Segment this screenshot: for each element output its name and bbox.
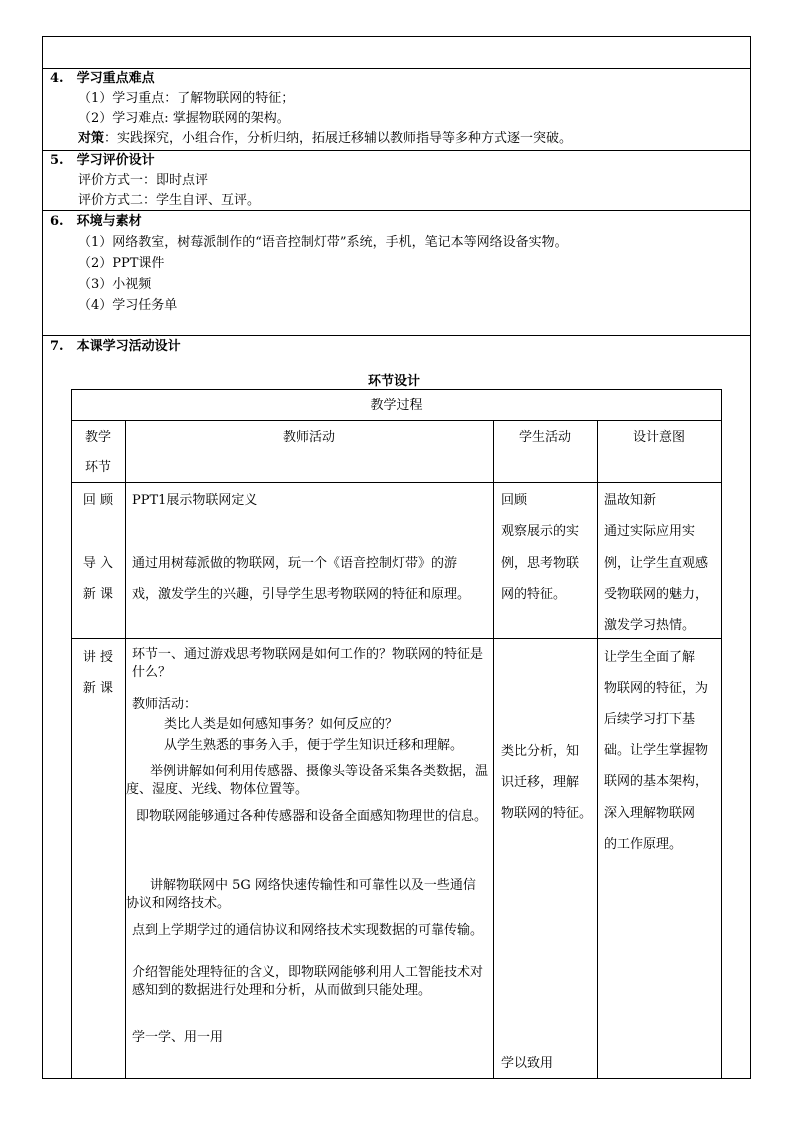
row2-student: 类比分析，知 — [501, 744, 580, 759]
row2-teacher-label: 教师活动： — [132, 697, 198, 712]
table-column-rule — [125, 420, 126, 1079]
row2-student: 识迁移，理解 — [501, 775, 580, 790]
outer-border-left — [42, 36, 43, 1079]
row2-teacher-paragraph: 点到上学期学过的通信协议和网络技术实现数据的可靠传输。 — [132, 923, 484, 938]
section-divider — [42, 150, 751, 151]
row1-intent: 通过实际应用实 — [604, 524, 696, 539]
table-rule — [71, 638, 722, 639]
row2-student: 学以致用 — [501, 1056, 554, 1071]
row2-teacher-question: 类比人类是如何感知事务？如何反应的？ — [164, 717, 399, 732]
row1-stage: 导 入 — [82, 556, 114, 571]
outer-border-right — [750, 36, 751, 1079]
outer-border-top — [42, 36, 751, 37]
section-6-line: （3）小视频 — [78, 277, 152, 292]
row2-stage: 新 课 — [82, 681, 114, 696]
row1-student: 网的特征。 — [501, 587, 567, 602]
row2-teacher-paragraph: 讲解物联网中 5G 网络快速传输性和可靠性以及一些通信协议和网络技术。 — [126, 878, 476, 911]
section-6-title: 6. 环境与素材 — [50, 214, 142, 229]
row2-intent: 的工作原理。 — [604, 837, 683, 852]
row1-intent: 受物联网的魅力， — [604, 587, 709, 602]
section-4-strategy — [78, 130, 572, 147]
section-5-title: 5. 学习评价设计 — [50, 153, 155, 168]
row1-intent: 温故知新 — [604, 493, 657, 508]
row2-teacher-paragraph: 介绍智能处理特征的含义，即物联网能够利用人工智能技术对感知到的数据进行处理和分析，从而做到只能处理。 — [132, 965, 484, 998]
section-divider — [42, 210, 751, 211]
row1-teacher: 戏，激发学生的兴趣，引导学生思考物联网的特征和原理。 — [132, 587, 471, 602]
strategy-text: ：实践探究，小组合作，分析归纳，拓展迁移辅以教师指导等多种方式逐一突破。 — [104, 131, 573, 146]
strategy-label: 对策 — [78, 131, 105, 146]
section-divider — [42, 68, 751, 69]
outer-border-bottom — [42, 1078, 751, 1079]
section-6-line: （4）学习任务单 — [78, 298, 178, 313]
row2-intent: 后续学习打下基 — [604, 712, 696, 727]
row2-intent: 物联网的特征，为 — [604, 681, 709, 696]
header-teacher: 教师活动 — [282, 430, 335, 445]
table-rule — [71, 482, 722, 483]
row1-teacher: 通过用树莓派做的物联网，玩一个《语音控制灯带》的游 — [132, 556, 458, 571]
row1-student: 回顾 — [501, 493, 528, 508]
section-6-line: （1）网络教室，树莓派制作的“语音控制灯带”系统，手机，笔记本等网络设备实物。 — [78, 235, 568, 250]
row1-student: 观察展示的实 — [501, 524, 580, 539]
row2-intent: 让学生全面了解 — [604, 650, 696, 665]
row2-intent: 础。让学生掌握物 — [604, 743, 709, 758]
table-rule — [71, 420, 722, 421]
section-6-line: （2）PPT课件 — [78, 256, 165, 271]
table-title: 教学过程 — [370, 398, 423, 413]
header-student: 学生活动 — [518, 430, 571, 445]
section-4-line: （2）学习难点: 掌握物联网的架构。 — [78, 111, 290, 126]
header-stage: 教学 — [84, 430, 111, 445]
row1-intent: 例，让学生直观感 — [604, 556, 709, 571]
row2-stage: 讲 授 — [82, 650, 114, 665]
section-7-title: 7. 本课学习活动设计 — [50, 339, 181, 354]
row1-stage: 回 顾 — [82, 493, 114, 508]
row2-student: 物联网的特征。 — [501, 806, 593, 821]
row2-teacher-paragraph: 学一学、用一用 — [132, 1030, 224, 1045]
row2-teacher-paragraph: 举例讲解如何利用传感器、摄像头等设备采集各类数据，温度、湿度、光线、物体位置等。 — [126, 764, 489, 797]
table-border-top — [71, 389, 722, 390]
row2-teacher-title: 环节一、通过游戏思考物联网是如何工作的？物联网的特征是什么？ — [132, 647, 484, 680]
section-4-line: （1）学习重点：了解物联网的特征； — [78, 91, 295, 106]
header-intent: 设计意图 — [632, 430, 685, 445]
section-4-title: 4. 学习重点难点 — [50, 71, 155, 86]
section-5-line: 评价方式一：即时点评 — [78, 173, 209, 188]
row1-intent: 激发学习热情。 — [604, 618, 696, 633]
table-column-rule — [597, 420, 598, 1079]
table-column-rule — [493, 420, 494, 1079]
header-stage: 环节 — [84, 460, 111, 475]
row1-teacher: PPT1展示物联网定义 — [132, 493, 258, 508]
row1-student: 例，思考物联 — [501, 556, 580, 571]
row2-teacher-question: 从学生熟悉的事务入手，便于学生知识迁移和理解。 — [164, 738, 464, 753]
row2-intent: 深入理解物联网 — [604, 806, 696, 821]
table-caption: 环节设计 — [368, 374, 421, 389]
row2-intent: 联网的基本架构， — [604, 774, 709, 789]
table-border-right — [721, 389, 722, 1079]
row2-teacher-paragraph: 即物联网能够通过各种传感器和设备全面感知物理世的信息。 — [136, 809, 488, 824]
section-divider — [42, 335, 751, 336]
section-5-line: 评价方式二：学生自评、互评。 — [78, 193, 261, 208]
row1-stage: 新 课 — [82, 587, 114, 602]
